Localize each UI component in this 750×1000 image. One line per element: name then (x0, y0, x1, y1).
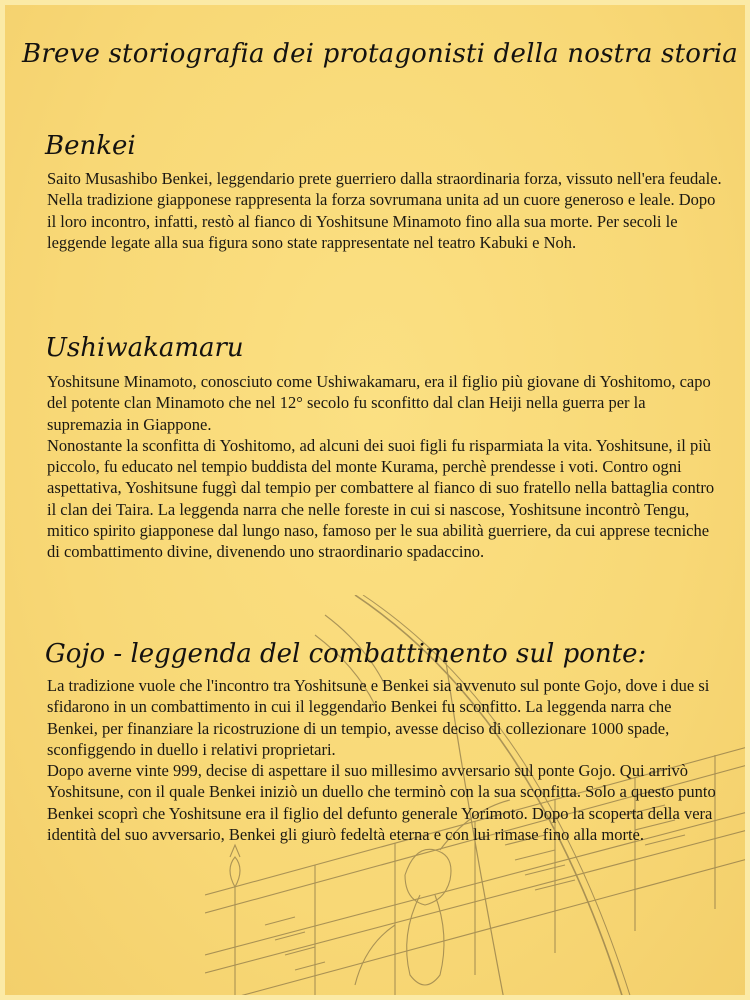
page-title: Breve storiografia dei protagonisti della nostra storia (22, 39, 738, 69)
section-body-gojo (47, 675, 723, 845)
paragraph: Dopo averne vinte 999, decise di aspettare il suo millesimo avversario sul ponte Gojo. Qui arrivò Yoshitsune, con il quale Benkei iniziò un duello che terminò con la sua sconfitta. Solo a questo punto Benkei scoprì che Yoshitsune era il figlio del defunto generale Yorimoto. Dopo la scoperta della vera identità del suo avversario, Benkei gli giurò fedeltà eterna e con lui rimase fino alla morte. (47, 761, 716, 845)
section-title-ushiwakamaru: Ushiwakamaru (45, 333, 244, 363)
section-body-benkei (47, 168, 723, 253)
paragraph: Nonostante la sconfitta di Yoshitomo, ad alcuni dei suoi figli fu risparmiata la vita. Yoshitsune, il più piccolo, fu educato nel tempio buddista del monte Kurama, perchè prendesse i voti. Contro ogni aspettativa, Yoshitsune fuggì dal tempio per combattere al fianco di suo fratello nella battaglia contro il clan dei Taira. La leggenda narra che nelle foreste in cui si nascose, Yoshitsune incontrò Tengu, mitico spirito giapponese dal lungo naso, famoso per le sua abilità guerriere, da cui apprese tecniche di combattimento divine, divenendo uno straordinario spadaccino. (47, 435, 715, 562)
section-title-benkei: Benkei (45, 131, 136, 161)
section-title-gojo: Gojo - leggenda del combattimento sul ponte: (45, 639, 647, 669)
section-body-ushiwakamaru (47, 371, 723, 563)
paragraph: Yoshitsune Minamoto, conosciuto come Ushiwakamaru, era il figlio più giovane di Yoshitomo, capo del potente clan Minamoto che nel 12° secolo fu sconfitto dal clan Heiji nella guerra per la supremazia in Giappone. (47, 372, 711, 434)
paragraph: La tradizione vuole che l'incontro tra Yoshitsune e Benkei sia avvenuto sul ponte Gojo, dove i due si sfidarono in un combattimento in cui il leggendario Benkei fu sconfitto. La leggenda narra che Benkei, per finanziare la ricostruzione di un tempio, avesse deciso di collezionare 1000 spade, sconfiggendo in duello i relativi proprietari. (47, 676, 710, 759)
paragraph: Saito Musashibo Benkei, leggendario prete guerriero dalla straordinaria forza, vissuto nell'era feudale. Nella tradizione giapponese rappresenta la forza sovrumana unita ad un cuore generoso e leale. Dopo il loro incontro, infatti, restò al fianco di Yoshitsune Minamoto fino alla sua morte. Per secoli le leggende legate alla sua figura sono state rappresentate nel teatro Kabuki e Noh. (47, 169, 722, 252)
